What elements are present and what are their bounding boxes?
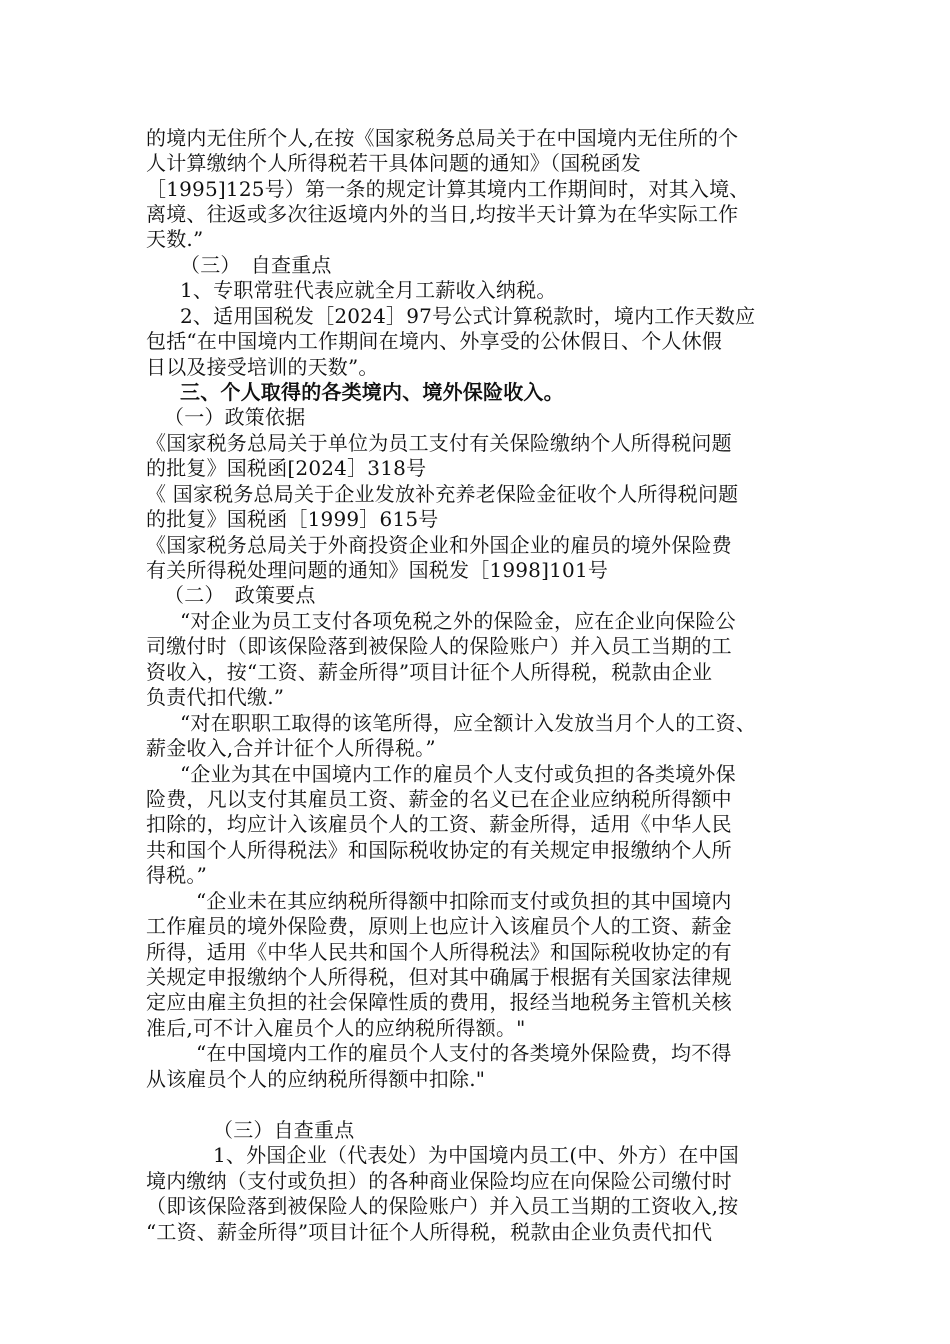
text-line: 扣除的，均应计入该雇员个人的工资、薪金所得，适用《中华人民 [146, 812, 732, 836]
text-line: 离境、往返或多次往返境内外的当日,均按半天计算为在华实际工作 [146, 202, 739, 226]
text-line: 人计算缴纳个人所得税若干具体问题的通知》（国税函发 [146, 151, 641, 175]
text-line: 所得，适用《中华人民共和国个人所得税法》和国际税收协定的有 [146, 940, 732, 964]
text-line: 日以及接受培训的天数”。 [146, 355, 379, 379]
text-line: “在中国境内工作的雇员个人支付的各类境外保险费，均不得 [196, 1041, 732, 1065]
text-line: 的境内无住所个人,在按《国家税务总局关于在中国境内无住所的个 [146, 126, 739, 150]
text-line: （即该保险落到被保险人的保险账户）并入员工当期的工资收入,按 [146, 1194, 739, 1218]
text-line: 境内缴纳（支付或负担）的各种商业保险均应在向保险公司缴付时 [146, 1169, 732, 1193]
text-line: 司缴付时（即该保险落到被保险人的保险账户）并入员工当期的工 [146, 634, 732, 658]
text-line: 1、外国企业（代表处）为中国境内员工(中、外方）在中国 [213, 1143, 739, 1167]
text-line: “对企业为员工支付各项免税之外的保险金，应在企业向保险公 [180, 609, 736, 633]
text-line: 天数.” [146, 227, 204, 251]
text-line: 的批复》国税函[2024］318号 [146, 456, 427, 480]
text-line: 从该雇员个人的应纳税所得额中扣除." [146, 1067, 486, 1091]
text-line: 薪金收入,合并计征个人所得税。” [146, 736, 436, 760]
text-line: 《 国家税务总局关于企业发放补充养老保险金征收个人所得税问题 [146, 482, 739, 506]
text-line: “企业未在其应纳税所得额中扣除而支付或负担的其中国境内 [196, 889, 732, 913]
text-line: 准后,可不计入雇员个人的应纳税所得额。" [146, 1016, 526, 1040]
section-heading: （一）政策依据 [164, 405, 306, 429]
text-line: 共和国个人所得税法》和国际税收协定的有关规定申报缴纳个人所 [146, 838, 732, 862]
section-heading: （二） 政策要点 [164, 583, 316, 607]
text-line: 2、适用国税发［2024］97号公式计算税款时，境内工作天数应 [180, 304, 756, 328]
text-line: 1、专职常驻代表应就全月工薪收入纳税。 [180, 278, 557, 302]
text-line: 资收入，按“工资、薪金所得”项目计征个人所得税，税款由企业 [146, 660, 713, 684]
text-line: ［1995]125号）第一条的规定计算其境内工作期间时，对其入境、 [146, 177, 750, 201]
text-line: 得税。” [146, 863, 208, 887]
section-heading: （三） 自查重点 [180, 253, 332, 277]
section-heading: （三）自查重点 [213, 1118, 355, 1142]
text-line: “企业为其在中国境内工作的雇员个人支付或负担的各类境外保 [180, 762, 736, 786]
text-line: 《国家税务总局关于外商投资企业和外国企业的雇员的境外保险费 [146, 533, 732, 557]
text-line: 险费，凡以支付其雇员工资、薪金的名义已在企业应纳税所得额中 [146, 787, 732, 811]
chapter-heading: 三、个人取得的各类境内、境外保险收入。 [180, 380, 564, 404]
text-line: 的批复》国税函［1999］615号 [146, 507, 439, 531]
text-line: 包括“在中国境内工作期间在境内、外享受的公休假日、个人休假 [146, 329, 723, 353]
text-line: 负责代扣代缴.” [146, 685, 285, 709]
text-line: 关规定申报缴纳个人所得税，但对其中确属于根据有关国家法律规 [146, 965, 732, 989]
text-line: “工资、薪金所得”项目计征个人所得税，税款由企业负责代扣代 [146, 1220, 713, 1244]
text-line: 工作雇员的境外保险费，原则上也应计入该雇员个人的工资、薪金 [146, 914, 732, 938]
text-line: 《国家税务总局关于单位为员工支付有关保险缴纳个人所得税问题 [146, 431, 732, 455]
text-line: 定应由雇主负担的社会保障性质的费用，报经当地税务主管机关核 [146, 990, 732, 1014]
text-line: “对在职职工取得的该笔所得，应全额计入发放当月个人的工资、 [180, 711, 757, 735]
text-line: 有关所得税处理问题的通知》国税发［1998]101号 [146, 558, 609, 582]
